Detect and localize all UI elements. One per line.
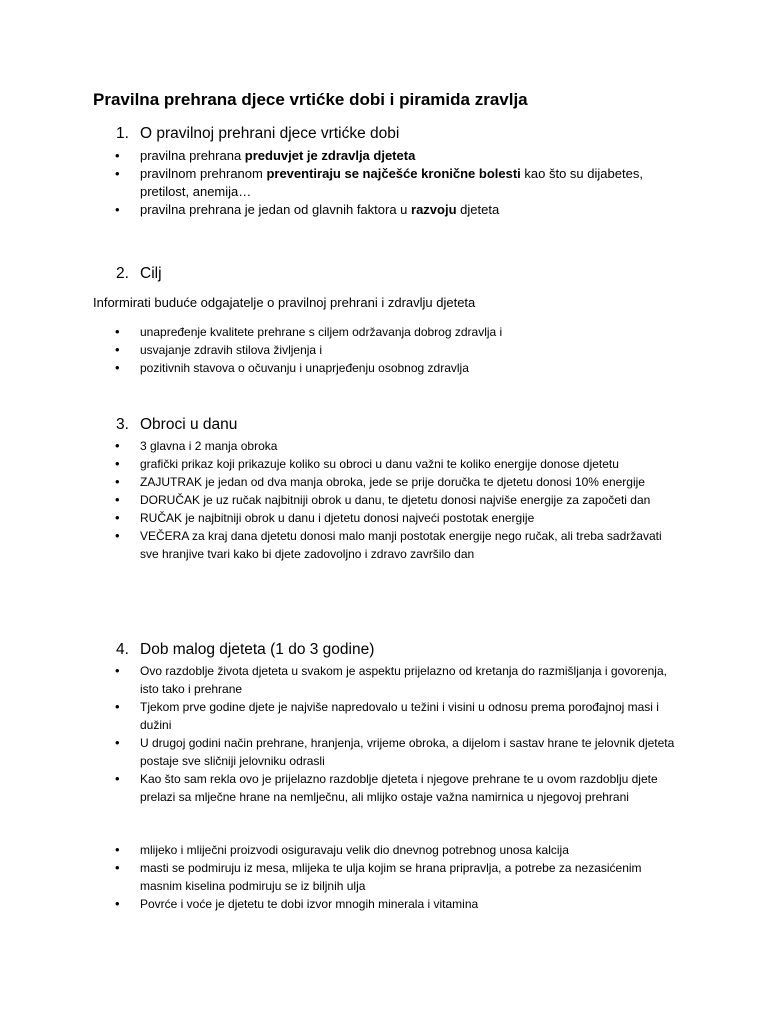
list-item: • masti se podmiruju iz mesa, mlijeka te ulja kojim se hrana pripravlja, a potrebe za nezasićenim masnim kiselina podmiruju se iz biljnih ulja [0,859,680,895]
list-item: • DORUČAK je uz ručak najbitniji obrok u danu, te djetetu donosi najviše energije za započeti dan [0,491,680,509]
list-item: • pravilnom prehranom preventiraju se najčešće kronične bolesti kao što su dijabetes, pretilost, anemija… [0,165,680,201]
list-item: • mlijeko i mliječni proizvodi osiguravaju velik dio dnevnog potrebnog unosa kalcija [0,841,680,859]
section-1-heading [116,124,399,144]
list-item: • Povrće i voće je djetetu te dobi izvor mnogih minerala i vitamina [0,895,680,913]
section-number: 2. [116,265,129,282]
section-4-list-2 [0,841,680,913]
section-3-list [0,437,680,563]
list-item: • usvajanje zdravih stilova življenja i [0,341,680,359]
list-item: • grafički prikaz koji prikazuje koliko su obroci u danu važni te koliko energije donose djetetu [0,455,680,473]
section-3-heading [116,415,237,435]
list-item: • pravilna prehrana preduvjet je zdravlja djeteta [0,147,680,165]
section-4-list [0,662,680,806]
document-title: Pravilna prehrana djece vrtićke dobi i piramida zravlja [93,90,528,109]
section-number: 1. [116,125,129,142]
section-4-heading [116,640,374,660]
section-number: 3. [116,416,129,433]
section-title: Dob malog djeteta (1 do 3 godine) [140,641,375,658]
section-2-intro: Informirati buduće odgajatelje o pravilnoj prehrani i zdravlju djeteta [93,295,476,310]
list-item: • ZAJUTRAK je jedan od dva manja obroka, jede se prije doručka te djetetu donosi 10% energije [0,473,680,491]
list-item: • Kao što sam rekla ovo je prijelazno razdoblje djeteta i njegove prehrane te u ovom razdoblju djete prelazi sa mlječne hrane na nemlječnu, ali mlijko ostaje važna namirnica u njegovoj prehrani [0,770,680,806]
list-item: • Ovo razdoblje života djeteta u svakom je aspektu prijelazno od kretanja do razmišljanja i govorenja, isto tako i prehrane [0,662,680,698]
list-item: • U drugoj godini način prehrane, hranjenja, vrijeme obroka, a dijelom i sastav hrane te jelovnik djeteta postaje sve sličniji jelovniku odrasli [0,734,680,770]
list-item: • pozitivnih stavova o očuvanju i unaprjeđenju osobnog zdravlja [0,359,680,377]
list-item: • VEČERA za kraj dana djetetu donosi malo manji postotak energije nego ručak, ali treba sadržavati sve hranjive tvari kako bi djete zadovoljno i zdravo završilo dan [0,527,680,563]
list-item: • 3 glavna i 2 manja obroka [0,437,680,455]
list-item: • unapređenje kvalitete prehrane s ciljem održavanja dobrog zdravlja i [0,323,680,341]
list-item: • RUČAK je najbitniji obrok u danu i djetetu donosi najveći postotak energije [0,509,680,527]
section-number: 4. [116,641,129,658]
section-2-heading [116,264,162,284]
list-item: • pravilna prehrana je jedan od glavnih faktora u razvoju djeteta [0,201,680,219]
list-item: • Tjekom prve godine djete je najviše napredovalo u težini i visini u odnosu prema porođajnoj masi i dužini [0,698,680,734]
section-title: O pravilnoj prehrani djece vrtićke dobi [140,125,400,142]
section-title: Cilj [140,265,162,282]
section-2-list [0,323,680,377]
section-title: Obroci u danu [140,416,238,433]
section-1-list [0,147,680,219]
